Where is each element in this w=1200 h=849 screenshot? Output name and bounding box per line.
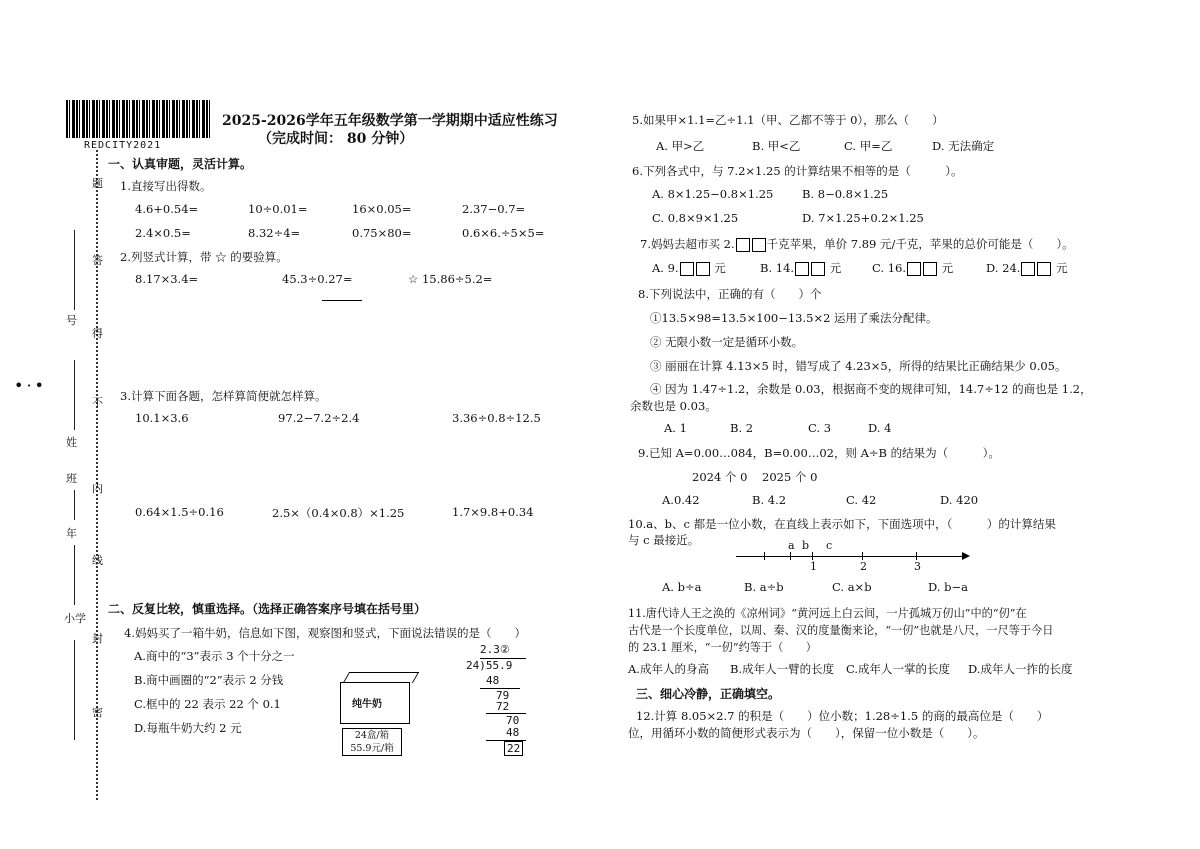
question-label: 1.直接写出得数。 [120,179,212,193]
calc-item: 97.2−7.2÷2.4 [278,411,360,425]
price-line: 55.9元/箱 [350,743,394,754]
option-b: B.商中画圈的“2”表示 2 分钱 [134,673,284,687]
unit-label: 元 [941,261,954,275]
option-b: B. 甲<乙 [752,139,801,153]
division-remainder-box: 22 [504,741,523,756]
barcode [66,100,212,138]
digit-box [696,262,710,276]
option-a: A.0.42 [662,493,700,507]
scan-mark: •·• [14,376,47,395]
name-blank-line [74,545,75,605]
digit-box [736,238,750,252]
option-label: C. 16. [872,261,906,275]
question-text: 9.已知 A=0.00…084，B=0.00…02，则 A÷B 的结果为（ ）。 [638,446,1000,460]
question-text: 10.a、b、c 都是一位小数，在直线上表示如下，下面选项中，（ ）的计算结果 [628,517,1056,531]
option-b: B. 8−0.8×1.25 [802,187,889,201]
option-b: B. 4.2 [752,493,787,507]
option-label: D. 24. [986,261,1021,275]
number-line-tick [764,552,765,560]
calc-item: 1.7×9.8+0.34 [452,505,534,519]
binding-char: 题 [92,177,103,190]
binding-char: 答 [92,254,103,267]
calc-item: 2.37−0.7= [462,202,526,216]
digit-box [680,262,694,276]
option-label: B. 14. [760,261,795,275]
division-step: 79 [496,689,510,702]
tick-label: 1 [810,560,817,573]
section-heading: 一、认真审题，灵活计算。 [108,157,253,171]
label-name: 姓 [66,436,77,449]
pen-mark [322,300,362,301]
option-b [760,260,841,276]
milk-label: 纯牛奶 [352,699,382,710]
name-blank-line [74,490,75,520]
calc-item: 4.6+0.54= [135,202,199,216]
digit-box [1037,262,1051,276]
digit-box [907,262,921,276]
statement: ③ 丽丽在计算 4.13×5 时，错写成了 4.23×5，所得的结果比正确结果少 0.05。 [650,359,1067,373]
option-c: C. 甲=乙 [844,139,893,153]
option-b: B.成年人一臂的长度 [730,662,835,676]
statement: ①13.5×98=13.5×100−13.5×2 运用了乘法分配律。 [650,311,938,325]
binding-char: 密 [92,706,103,719]
label-class: 班 [66,472,77,485]
option-a: A.商中的“3”表示 3 个十分之一 [134,649,295,663]
number-line-tick [790,552,791,560]
point-label-c: c [826,539,833,552]
division-step: 48 [506,726,520,739]
question-text: 6.下列各式中，与 7.2×1.25 的计算结果不相等的是（ ）。 [632,164,963,178]
option-a [652,260,726,276]
number-line [736,556,966,557]
statement: ② 无限小数一定是循环小数。 [650,335,804,349]
option-a: A. 1 [664,421,687,435]
statement: 余数也是 0.03。 [630,399,717,413]
calc-item: 8.17×3.4= [135,272,199,286]
calc-item: 0.75×80= [352,226,412,240]
tick-label: 3 [914,560,921,573]
question-text-part: 7.妈妈去超市买 2. [640,237,735,251]
option-c: C. 42 [846,493,877,507]
question-text-part: 千克苹果，单价 7.89 元/千克，苹果的总价可能是（ ）。 [766,237,1074,251]
option-c: C.成年人一掌的长度 [846,662,951,676]
question-text: 4.妈妈买了一箱牛奶，信息如下图，观察图和竖式，下面说法错误的是（ ） [124,626,526,640]
calc-item: 0.6×6.÷5×5= [462,226,545,240]
calc-item: 2.5×（0.4×0.8）×1.25 [272,506,405,520]
question-text: 11.唐代诗人王之涣的《凉州词》“黄河远上白云间，一片孤城万仞山”中的“仞”在 [628,607,1027,620]
number-line-tick [862,552,863,560]
tick-label: 2 [860,560,867,573]
option-a: A. 甲>乙 [656,139,705,153]
calc-item: 8.32÷4= [248,226,301,240]
digit-box [811,262,825,276]
option-c: C. 3 [808,421,832,435]
unit-label: 元 [714,261,726,275]
label-grade: 年 [66,527,77,540]
calc-item: 0.64×1.5÷0.16 [135,505,224,519]
question-text: 12.计算 8.05×2.7 的积是（ ）位小数；1.28÷1.5 的商的最高位是（ ） [636,709,1049,723]
option-c: C. 0.8×9×1.25 [652,211,739,225]
page-title: 2025-2026学年五年级数学第一学期期中适应性练习 [222,113,558,129]
binding-char: 内 [92,482,103,495]
option-d: D. b−a [928,580,968,594]
option-d: D. 7×1.25+0.2×1.25 [802,211,924,225]
option-c [872,260,953,276]
calc-item: 3.36÷0.8÷12.5 [452,411,541,425]
section-heading: 三、细心冷静，正确填空。 [636,687,781,701]
name-blank-line [74,360,75,430]
digit-box [1021,262,1035,276]
label-school: 小学 [64,612,86,625]
binding-char: 得 [92,327,103,340]
binding-char: 封 [92,632,103,645]
option-label: A. 9. [652,261,679,275]
division-step: 48 [486,674,500,687]
digit-box [923,262,937,276]
unit-label: 元 [829,261,842,275]
price-tag [342,728,402,756]
calc-item: 16×0.05= [352,202,412,216]
point-label-a: a [788,539,795,552]
question-text: 与 c 最接近。 [628,533,700,547]
option-d: D. 4 [868,421,892,435]
option-c: C. a×b [832,580,872,594]
option-d [986,260,1068,276]
point-label-b: b [802,539,810,552]
question-label: 3.计算下面各题，怎样算简便就怎样算。 [120,389,327,403]
calc-item: 10÷0.01= [248,202,308,216]
calc-item: ☆ 15.86÷5.2= [408,272,493,286]
binding-char: 线 [92,554,103,567]
number-line-tick [812,552,813,560]
calc-item: 45.3÷0.27= [282,272,353,286]
question-text: 位，用循环小数的简便形式表示为（ ），保留一位小数是（ ）。 [628,726,985,740]
note: 2024 个 0 [692,470,748,484]
unit-label: 元 [1056,261,1068,275]
option-d: D. 无法确定 [932,139,995,153]
name-blank-line [74,230,75,310]
binding-dashed-line [96,150,98,800]
calc-item: 10.1×3.6 [135,411,189,425]
page-subtitle: （完成时间： 80 分钟） [258,131,414,147]
statement: ④ 因为 1.47÷1.2，余数是 0.03，根据商不变的规律可知，14.7÷12 的商也是 1.2， [650,382,1092,396]
question-text: 古代是一个长度单位，以周、秦、汉的度量衡来论，“一仞”也就是八尺，一尺等于今日 [628,624,1054,637]
section-heading: 二、反复比较，慎重选择。（选择正确答案序号填在括号里） [108,602,427,616]
question-text: 5.如果甲×1.1=乙÷1.1（甲、乙都不等于 0），那么（ ） [632,113,944,127]
question-text: 的 23.1 厘米，“一仞”约等于（ ） [628,641,817,654]
question-text [640,236,1074,252]
division-step: 70 [506,714,520,727]
name-blank-line [74,640,75,740]
option-a: A.成年人的身高 [628,662,709,676]
division-quotient: 2.3② [480,643,510,656]
binding-char: 不 [92,396,103,409]
division-step: 72 [496,700,510,713]
division-dividend: 24)55.9 [466,659,513,672]
number-line-arrow [962,552,970,560]
option-d: D. 420 [940,493,979,507]
barcode-text: REDCITY2021 [84,140,162,151]
digit-box [795,262,809,276]
option-d: D.每瓶牛奶大约 2 元 [134,721,242,735]
option-b: B. a÷b [744,580,784,594]
price-line: 24盒/箱 [354,730,390,741]
option-a: A. b÷a [662,580,702,594]
question-label: 2.列竖式计算，带 ☆ 的要验算。 [120,250,288,264]
option-c: C.框中的 22 表示 22 个 0.1 [134,697,281,711]
number-line-tick [916,552,917,560]
calc-item: 2.4×0.5= [135,226,191,240]
option-b: B. 2 [730,421,754,435]
option-d: D.成年人一拃的长度 [968,662,1073,676]
digit-box [752,238,766,252]
label-number: 号 [66,314,77,327]
question-text: 8.下列说法中，正确的有（ ）个 [638,287,822,301]
option-a: A. 8×1.25−0.8×1.25 [652,187,774,201]
note: 2025 个 0 [762,470,818,484]
